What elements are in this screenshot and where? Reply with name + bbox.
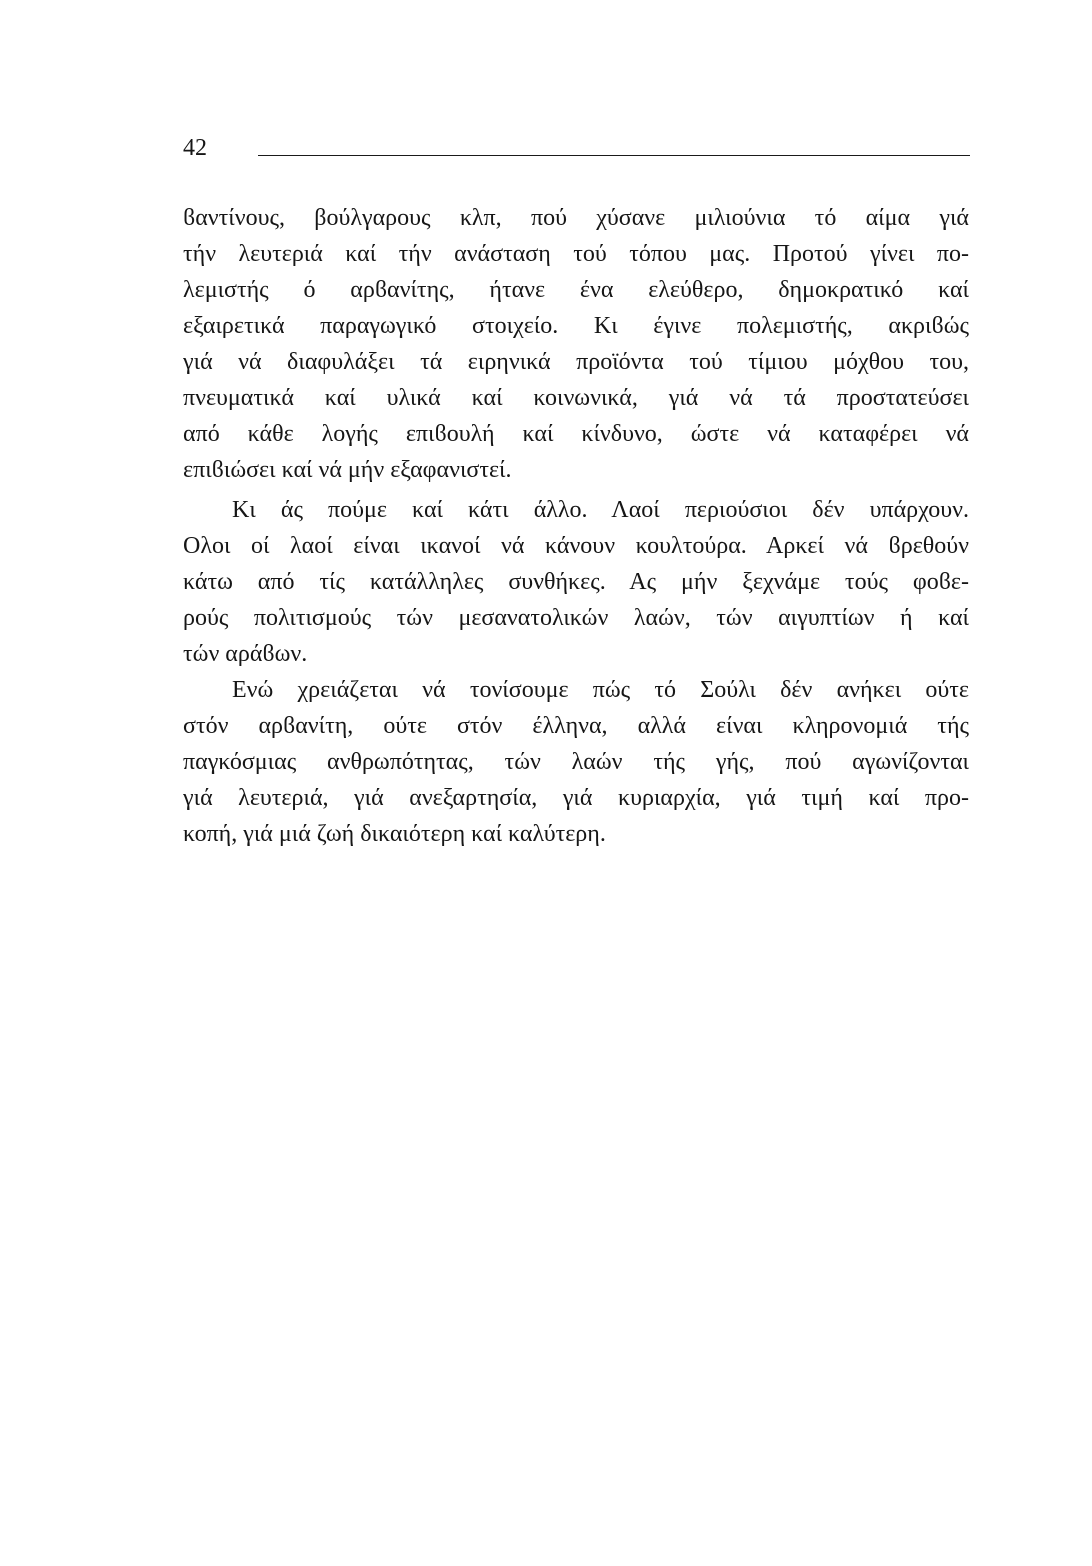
text-line: κάτω από τίς κατάλληλες συνθήκες. Ας μήν ξεχνάμε τούς φοϐε- [183, 569, 969, 595]
text-line: κοπή, γιά μιά ζωή δικαιότερη καί καλύτερη. [183, 821, 606, 847]
text-line: επιϐιώσει καί νά μήν εξαφανιστεί. [183, 457, 512, 483]
text-line: Ενώ χρειάζεται νά τονίσουμε πώς τό Σούλι δέν ανήκει ούτε [232, 677, 969, 703]
text-line: τήν λευτεριά καί τήν ανάσταση τού τόπου μας. Προτού γίνει πο- [183, 241, 969, 267]
text-line: λεμιστής ό αρϐανίτης, ήτανε ένα ελεύθερο, δημοκρατικό καί [183, 277, 969, 303]
text-line: πνευματικά καί υλικά καί κοινωνικά, γιά νά τά προστατεύσει [183, 385, 969, 411]
text-line: από κάθε λογής επιϐουλή καί κίνδυνο, ώστε νά καταφέρει νά [183, 421, 969, 447]
header-rule [258, 155, 970, 156]
text-line: παγκόσμιας ανθρωπότητας, τών λαών τής γής, πού αγωνίζονται [183, 749, 969, 775]
text-line: ρούς πολιτισμούς τών μεσανατολικών λαών, τών αιγυπτίων ή καί [183, 605, 969, 631]
text-line: γιά λευτεριά, γιά ανεξαρτησία, γιά κυριαρχία, γιά τιμή καί προ- [183, 785, 969, 811]
text-line: Ολοι οί λαοί είναι ικανοί νά κάνουν κουλτούρα. Αρκεί νά ϐρεθούν [183, 533, 969, 559]
text-line: γιά νά διαφυλάξει τά ειρηνικά προϊόντα τού τίμιου μόχθου του, [183, 349, 969, 375]
text-line: τών αράϐων. [183, 641, 308, 667]
text-line: εξαιρετικά παραγωγικό στοιχείο. Κι έγινε πολεμιστής, ακριϐώς [183, 313, 969, 339]
page-number: 42 [183, 135, 207, 161]
text-line: Κι άς πούμε καί κάτι άλλο. Λαοί περιούσιοι δέν υπάρχουν. [232, 497, 969, 523]
paragraph-2 [183, 492, 969, 672]
text-line: ϐαντίνους, βούλγαρους κλπ, πού χύσανε μιλιούνια τό αίμα γιά [183, 205, 969, 231]
paragraph-3 [183, 672, 969, 852]
text-line: στόν αρϐανίτη, ούτε στόν έλληνα, αλλά είναι κληρονομιά τής [183, 713, 969, 739]
paragraph-1 [183, 200, 969, 488]
